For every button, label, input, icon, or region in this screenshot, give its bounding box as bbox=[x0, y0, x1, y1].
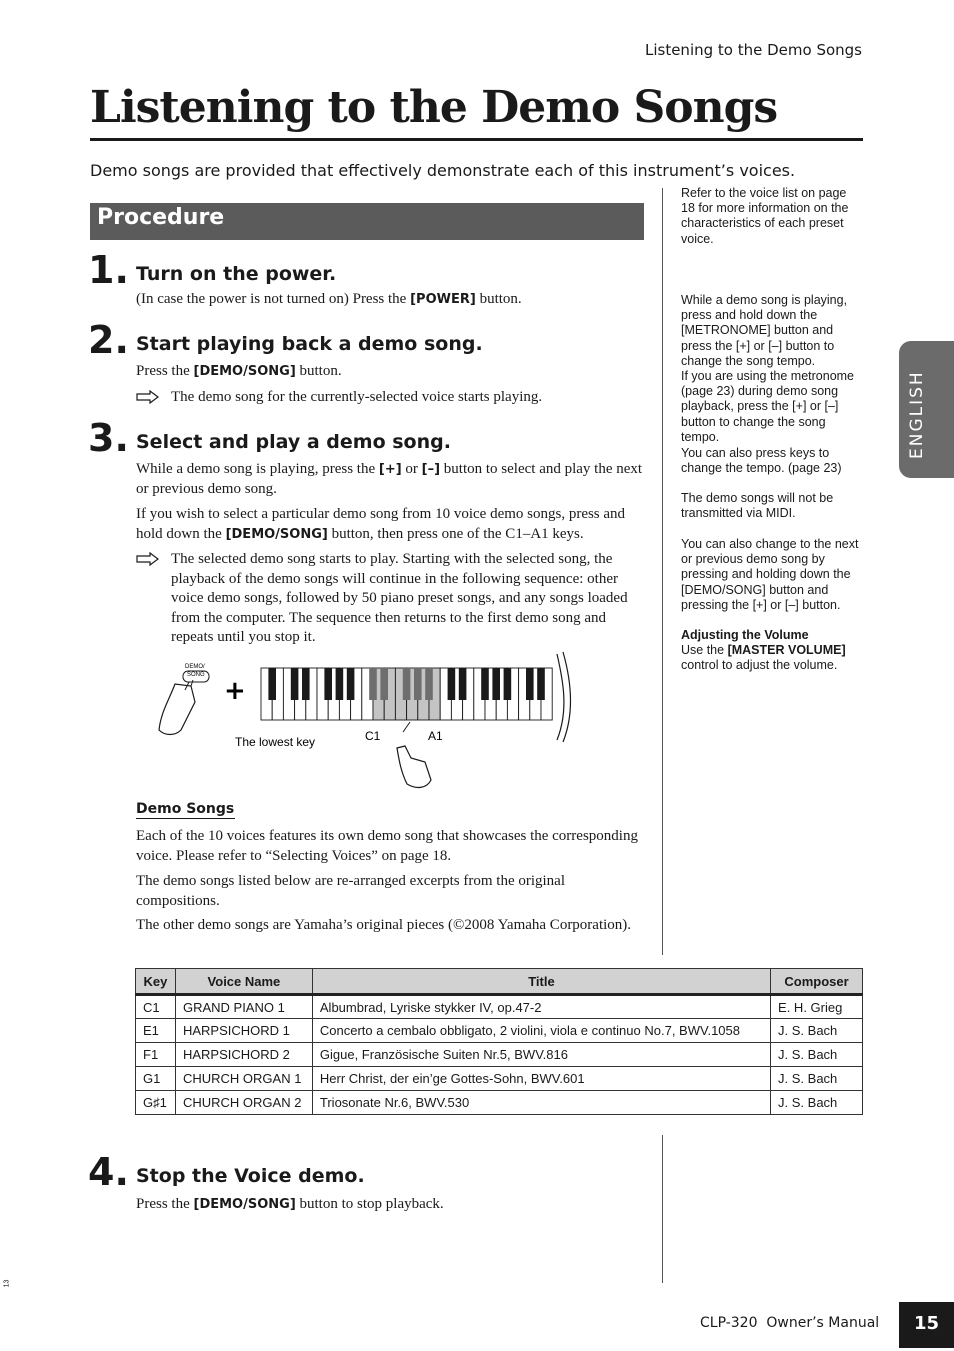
key-cell: G♯1 bbox=[136, 1091, 176, 1115]
demo-songs-paragraph: The other demo songs are Yamaha’s original pieces (©2008 Yamaha Corporation). bbox=[136, 917, 632, 933]
demo-songs-paragraph: Each of the 10 voices features its own demo song that showcases the corresponding voice. Please refer to “Selecting Voices” on page 18. bbox=[136, 828, 638, 864]
demo-song-table bbox=[135, 968, 863, 1115]
title-cell: Concerto a cembalo obbligato, 2 violini, viola e continuo No.7, BWV.1058 bbox=[312, 1019, 770, 1043]
running-head: Listening to the Demo Songs bbox=[644, 41, 862, 59]
step-number: 1. bbox=[88, 248, 129, 292]
demo-songs-heading: Demo Songs bbox=[136, 801, 235, 817]
column-divider bbox=[662, 188, 663, 955]
black-key bbox=[537, 668, 545, 700]
black-key bbox=[291, 668, 299, 700]
result-arrow-icon bbox=[136, 552, 160, 566]
step-result: The demo song for the currently-selected voice starts playing. bbox=[171, 389, 543, 405]
sidenote-change-song: You can also change to the next or previous demo song by pressing and holding down the [DEMO/SONG] button and pressing the [+] or [–] button. bbox=[681, 537, 859, 612]
composer-cell: J. S. Bach bbox=[771, 1019, 863, 1043]
language-tab-label: ENGLISH bbox=[907, 370, 927, 459]
step-instruction: Press the [DEMO/SONG] button to stop playback. bbox=[136, 1196, 444, 1212]
title-cell: Triosonate Nr.6, BWV.530 bbox=[312, 1091, 770, 1115]
keyboard-break-mark bbox=[557, 654, 564, 740]
black-key bbox=[425, 668, 433, 700]
step-number: 2. bbox=[88, 318, 129, 362]
composer-cell: J. S. Bach bbox=[771, 1043, 863, 1067]
composer-cell: J. S. Bach bbox=[771, 1091, 863, 1115]
column-header: Composer bbox=[771, 969, 863, 995]
black-key bbox=[459, 668, 467, 700]
finger-hand-icon bbox=[397, 746, 431, 787]
step-number: 3. bbox=[88, 416, 129, 460]
black-key bbox=[324, 668, 332, 700]
pressing-hand-icon bbox=[159, 684, 195, 735]
voice-cell: HARPSICHORD 2 bbox=[175, 1043, 312, 1067]
title-cell: Herr Christ, der ein’ge Gottes-Sohn, BWV.601 bbox=[312, 1067, 770, 1091]
black-key bbox=[403, 668, 411, 700]
column-header: Voice Name bbox=[175, 969, 312, 995]
black-key bbox=[448, 668, 456, 700]
footer-model: CLP-320 Owner’s Manual bbox=[700, 1315, 880, 1331]
result-arrow-icon bbox=[136, 390, 160, 404]
button-label-song: SONG bbox=[187, 672, 205, 678]
sidenote-volume: Use the [MASTER VOLUME] control to adjust the volume. bbox=[681, 643, 846, 673]
table-row bbox=[136, 1091, 863, 1115]
voice-cell: GRAND PIANO 1 bbox=[175, 995, 312, 1019]
black-key bbox=[492, 668, 500, 700]
black-key bbox=[414, 668, 422, 700]
step-number: 4. bbox=[88, 1150, 129, 1194]
composer-cell: E. H. Grieg bbox=[771, 995, 863, 1019]
sidenote-midi: The demo songs will not be transmitted via MIDI. bbox=[681, 491, 834, 521]
black-key bbox=[302, 668, 310, 700]
procedure-heading: Procedure bbox=[90, 203, 644, 240]
table-header-row bbox=[136, 969, 863, 995]
lowest-key-label: The lowest key bbox=[235, 735, 316, 749]
table-row bbox=[136, 1043, 863, 1067]
step-title: Turn on the power. bbox=[136, 263, 337, 285]
black-key bbox=[369, 668, 377, 700]
step-result: The selected demo song starts to play. Starting with the selected song, the playback of the demo songs will continue in the following sequence: other voice demo songs, followed by 50 piano preset songs, and any songs loaded from the computer. The sequence then returns to the first demo song and repeats until you stop it. bbox=[171, 551, 628, 645]
language-tab bbox=[899, 341, 954, 478]
composer-cell: J. S. Bach bbox=[771, 1067, 863, 1091]
key-cell: G1 bbox=[136, 1067, 176, 1091]
step-instruction: (In case the power is not turned on) Press the [POWER] button. bbox=[136, 291, 522, 307]
table-row bbox=[136, 995, 863, 1019]
keyboard-illustration bbox=[155, 650, 585, 795]
black-key bbox=[268, 668, 276, 700]
key-cell: E1 bbox=[136, 1019, 176, 1043]
voice-cell: CHURCH ORGAN 1 bbox=[175, 1067, 312, 1091]
sidenote-voice-list: Refer to the voice list on page 18 for more information on the characteristics of each preset voice. bbox=[681, 186, 849, 246]
sidenote-volume-heading: Adjusting the Volume bbox=[681, 628, 809, 642]
step-instruction: Press the [DEMO/SONG] button. bbox=[136, 363, 342, 379]
column-header: Key bbox=[136, 969, 176, 995]
print-mark: 13 bbox=[3, 1279, 11, 1288]
voice-cell: HARPSICHORD 1 bbox=[175, 1019, 312, 1043]
step-title: Start playing back a demo song. bbox=[136, 333, 483, 355]
step-instruction: While a demo song is playing, press the [+] or [–] button to select and play the next or previous demo song. bbox=[136, 461, 643, 497]
key-cell: F1 bbox=[136, 1043, 176, 1067]
page-number: 15 bbox=[899, 1302, 954, 1348]
intro-text: Demo songs are provided that effectively demonstrate each of this instrument’s voices. bbox=[90, 161, 796, 180]
black-key bbox=[526, 668, 534, 700]
sidenote-tempo: While a demo song is playing, press and hold down the [METRONOME] button and press the [+] or [–] button to change the song tempo. bbox=[681, 293, 848, 368]
black-key bbox=[347, 668, 355, 700]
table-row bbox=[136, 1019, 863, 1043]
step-title: Stop the Voice demo. bbox=[136, 1165, 365, 1187]
key-cell: C1 bbox=[136, 995, 176, 1019]
black-key bbox=[504, 668, 512, 700]
voice-cell: CHURCH ORGAN 2 bbox=[175, 1091, 312, 1115]
a1-label: A1 bbox=[428, 729, 443, 743]
button-label-demo: DEMO/ bbox=[185, 664, 205, 670]
title-cell: Albumbrad, Lyriske stykker IV, op.47-2 bbox=[312, 995, 770, 1019]
page-title: Listening to the Demo Songs bbox=[90, 82, 778, 133]
black-key bbox=[380, 668, 388, 700]
sidenote-tempo: If you are using the metronome (page 23) during demo song playback, press the [+] or [–] button to change the song tempo. bbox=[681, 369, 855, 444]
key-leader-line bbox=[403, 722, 410, 732]
title-rule bbox=[90, 138, 863, 141]
black-key bbox=[336, 668, 344, 700]
step-instruction: If you wish to select a particular demo song from 10 voice demo songs, press and hold down the [DEMO/SONG] button, then press one of the C1–A1 keys. bbox=[136, 506, 626, 542]
step-title: Select and play a demo song. bbox=[136, 431, 451, 453]
sidenote-tempo: You can also press keys to change the tempo. (page 23) bbox=[681, 446, 842, 476]
column-divider bbox=[662, 1135, 663, 1283]
column-header: Title bbox=[312, 969, 770, 995]
c1-label: C1 bbox=[365, 729, 381, 743]
demo-songs-paragraph: The demo songs listed below are re-arranged excerpts from the original compositions. bbox=[136, 873, 566, 909]
plus-sign: + bbox=[224, 676, 246, 706]
demo-song-button-illustration bbox=[159, 664, 209, 735]
keyboard-keys bbox=[261, 668, 552, 720]
table-row bbox=[136, 1067, 863, 1091]
black-key bbox=[481, 668, 489, 700]
title-cell: Gigue, Französische Suiten Nr.5, BWV.816 bbox=[312, 1043, 770, 1067]
